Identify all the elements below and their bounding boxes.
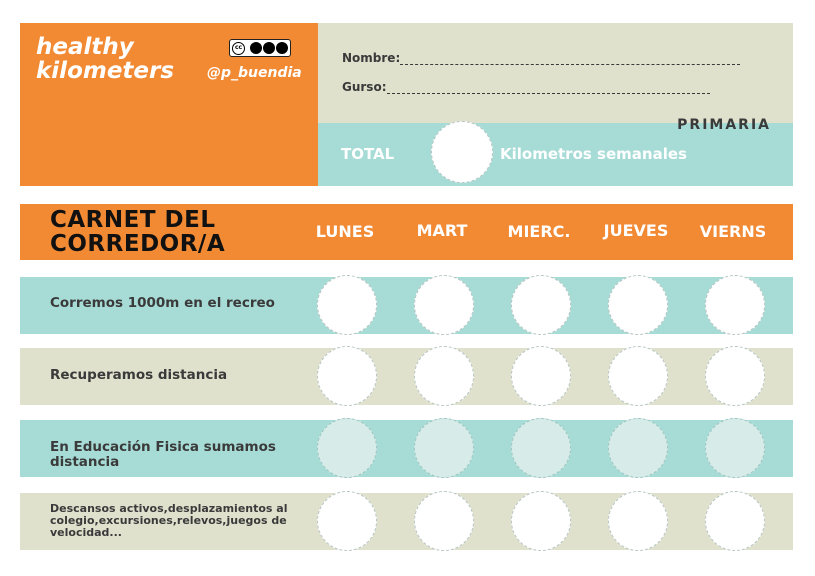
activity-label: Descansos activos,desplazamientos al colegio,excursiones,relevos,juegos de velocidad... <box>50 502 288 539</box>
student-info-panel <box>318 23 793 123</box>
check-circle-friday[interactable] <box>705 418 765 478</box>
check-circle-monday[interactable] <box>317 275 377 335</box>
course-blank-line[interactable] <box>387 83 710 94</box>
check-circle-thursday[interactable] <box>608 275 668 335</box>
card-title-line1: CARNET DEL <box>50 207 216 233</box>
check-circle-tuesday[interactable] <box>414 346 474 406</box>
check-circle-wednesday[interactable] <box>511 346 571 406</box>
check-circle-wednesday[interactable] <box>511 275 571 335</box>
brand-title-line2: kilometers <box>36 58 175 84</box>
check-circle-thursday[interactable] <box>608 491 668 551</box>
brand-title-line1: healthy <box>36 34 134 60</box>
nc-icon <box>263 42 275 54</box>
check-circle-friday[interactable] <box>705 275 765 335</box>
by-icon <box>250 42 262 54</box>
brand-panel <box>20 23 318 186</box>
sa-icon <box>276 42 288 54</box>
level-label: PRIMARIA <box>677 117 771 133</box>
activity-label: En Educación Fisica sumamos distancia <box>50 439 276 470</box>
activity-label: Corremos 1000m en el recreo <box>50 295 275 311</box>
check-circle-monday[interactable] <box>317 418 377 478</box>
name-field[interactable] <box>342 51 740 65</box>
activity-label: Recuperamos distancia <box>50 367 228 383</box>
card-title <box>50 208 300 256</box>
creative-commons-license-icon <box>229 39 291 57</box>
total-label: TOTAL <box>341 145 395 163</box>
name-label: Nombre: <box>342 51 401 65</box>
check-circle-wednesday[interactable] <box>511 418 571 478</box>
activity-row <box>20 277 793 334</box>
day-tuesday: MART <box>416 221 468 240</box>
brand-title <box>36 35 206 83</box>
check-circle-thursday[interactable] <box>608 418 668 478</box>
check-circle-wednesday[interactable] <box>511 491 571 551</box>
weekly-km-label: Kilometros semanales <box>500 145 687 163</box>
check-circle-tuesday[interactable] <box>414 491 474 551</box>
check-circle-thursday[interactable] <box>608 346 668 406</box>
day-wednesday: MIERC. <box>507 222 571 241</box>
day-friday: VIERNS <box>699 222 767 241</box>
check-circle-friday[interactable] <box>705 491 765 551</box>
day-header-bar <box>20 204 793 260</box>
total-band <box>318 117 793 186</box>
course-label: Gurso: <box>342 80 387 94</box>
day-monday: LUNES <box>315 222 375 241</box>
card-title-line2: CORREDOR/A <box>50 231 226 257</box>
name-blank-line[interactable] <box>400 54 740 65</box>
author-handle: @p_buendia <box>207 65 302 81</box>
activity-row <box>20 420 793 477</box>
total-circle[interactable] <box>431 121 493 183</box>
check-circle-monday[interactable] <box>317 491 377 551</box>
check-circle-monday[interactable] <box>317 346 377 406</box>
check-circle-friday[interactable] <box>705 346 765 406</box>
cc-logo-icon: cc <box>232 42 245 55</box>
check-circle-tuesday[interactable] <box>414 275 474 335</box>
course-field[interactable] <box>342 80 710 94</box>
check-circle-tuesday[interactable] <box>414 418 474 478</box>
activity-row <box>20 348 793 405</box>
day-thursday: JUEVES <box>603 221 669 240</box>
activity-row <box>20 493 793 550</box>
